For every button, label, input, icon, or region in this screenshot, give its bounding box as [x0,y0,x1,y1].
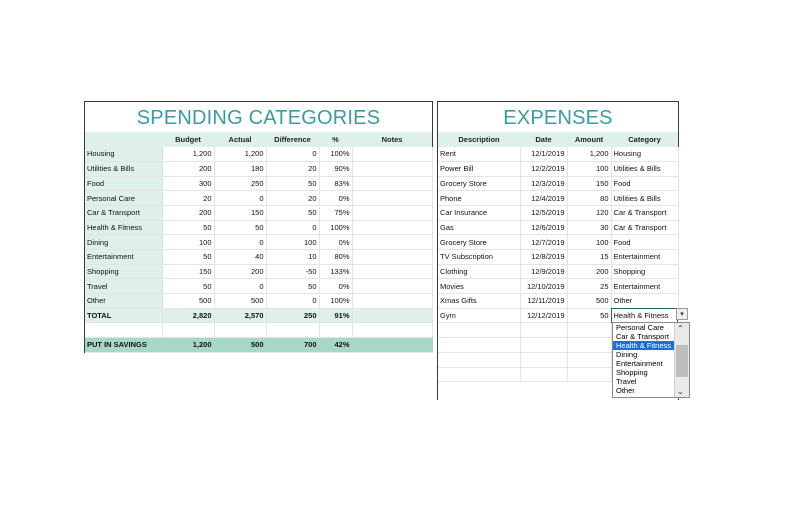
total-row [85,308,432,323]
spending-row [85,176,432,191]
expense-row [438,308,678,323]
actual-cell[interactable]: 200 [214,264,266,279]
percent-cell[interactable]: 100% [319,220,352,235]
spending-row [85,250,432,265]
chevron-up-icon[interactable]: ⌃ [677,324,684,333]
date-cell[interactable]: 12/4/2019 [520,191,567,206]
header-actual[interactable]: Actual [214,132,266,147]
spending-row [85,161,432,176]
actual-cell[interactable]: 0 [214,279,266,294]
description-cell[interactable]: Car Insurance [438,205,520,220]
description-cell[interactable]: Grocery Store [438,176,520,191]
total-actual-cell[interactable]: 2,570 [214,308,266,323]
difference-cell[interactable]: 0 [266,147,319,162]
expense-row [438,220,678,235]
empty-cell[interactable] [567,367,611,382]
notes-cell[interactable] [352,161,432,176]
notes-cell[interactable] [352,294,432,309]
category-cell[interactable]: Housing [611,147,678,162]
difference-cell[interactable]: -50 [266,264,319,279]
total-budget-cell[interactable]: 2,820 [162,308,214,323]
spending-categories-panel [84,101,433,353]
percent-cell[interactable]: 133% [319,264,352,279]
budget-cell[interactable]: 200 [162,161,214,176]
empty-cell[interactable] [438,367,520,382]
date-cell[interactable]: 12/10/2019 [520,279,567,294]
blank-row [85,323,432,338]
amount-cell[interactable]: 150 [567,176,611,191]
total-notes-cell[interactable] [352,308,432,323]
percent-cell[interactable]: 0% [319,279,352,294]
spending-title: SPENDING CATEGORIES [136,107,381,129]
expense-row [438,176,678,191]
spending-row [85,147,432,162]
category-cell[interactable]: Personal Care [85,191,162,206]
category-cell[interactable]: Health & Fitness [85,220,162,235]
amount-cell[interactable]: 80 [567,191,611,206]
difference-cell[interactable]: 10 [266,250,319,265]
expenses-title: EXPENSES [503,107,613,129]
empty-cell[interactable] [214,323,266,338]
date-cell[interactable]: 12/9/2019 [520,264,567,279]
empty-cell[interactable] [438,352,520,367]
percent-cell[interactable]: 90% [319,161,352,176]
notes-cell[interactable] [352,191,432,206]
budget-cell[interactable]: 100 [162,235,214,250]
spending-row [85,191,432,206]
category-cell[interactable]: Travel [85,279,162,294]
description-cell[interactable]: Phone [438,191,520,206]
empty-cell[interactable] [567,338,611,353]
empty-cell[interactable] [319,323,352,338]
amount-cell[interactable]: 1,200 [567,147,611,162]
percent-cell[interactable]: 0% [319,235,352,250]
category-cell[interactable]: Other [85,294,162,309]
description-cell[interactable]: TV Subscription [438,250,520,265]
difference-cell[interactable]: 100 [266,235,319,250]
dropdown-toggle-button[interactable] [676,308,688,320]
date-cell[interactable]: 12/7/2019 [520,235,567,250]
difference-cell[interactable]: 20 [266,191,319,206]
dropdown-option[interactable]: Personal Care [616,323,664,332]
notes-cell[interactable] [352,235,432,250]
category-cell[interactable]: Shopping [611,264,678,279]
expense-row [438,205,678,220]
spending-row [85,279,432,294]
header-percent[interactable]: % [319,132,352,147]
dropdown-option[interactable]: Dining [616,350,638,359]
spending-row [85,235,432,250]
notes-cell[interactable] [352,250,432,265]
percent-cell[interactable]: 100% [319,147,352,162]
empty-cell[interactable] [520,367,567,382]
scrollbar-thumb[interactable] [676,345,688,377]
chevron-down-icon: ▾ [680,311,684,318]
description-cell[interactable]: Grocery Store [438,235,520,250]
empty-cell[interactable] [438,323,520,338]
percent-cell[interactable]: 75% [319,205,352,220]
expense-row [438,264,678,279]
expenses-header-row [438,132,678,147]
actual-cell[interactable]: 50 [214,220,266,235]
dropdown-option[interactable]: Entertainment [616,359,663,368]
savings-row [85,338,432,353]
budget-cell[interactable]: 150 [162,264,214,279]
expense-row [438,191,678,206]
header-amount[interactable]: Amount [567,132,611,147]
category-cell[interactable]: Entertainment [611,250,678,265]
total-category-cell[interactable]: TOTAL [85,308,162,323]
date-cell[interactable]: 12/8/2019 [520,250,567,265]
savings-actual-cell[interactable]: 500 [214,338,266,353]
dropdown-option[interactable]: Travel [616,377,637,386]
empty-cell[interactable] [266,323,319,338]
amount-cell[interactable]: 30 [567,220,611,235]
date-cell[interactable]: 12/5/2019 [520,205,567,220]
difference-cell[interactable]: 0 [266,220,319,235]
description-cell[interactable]: Clothing [438,264,520,279]
savings-difference-cell[interactable]: 700 [266,338,319,353]
amount-cell[interactable]: 100 [567,235,611,250]
expense-row [438,161,678,176]
spending-row [85,294,432,309]
header-description[interactable]: Description [438,132,520,147]
header-notes[interactable]: Notes [352,132,432,147]
savings-category-cell[interactable]: PUT IN SAVINGS [85,338,162,353]
percent-cell[interactable]: 100% [319,294,352,309]
header-category[interactable] [85,132,162,147]
savings-notes-cell[interactable] [352,338,432,353]
dropdown-option[interactable]: Health & Fitness [613,341,674,350]
notes-cell[interactable] [352,205,432,220]
actual-cell[interactable]: 500 [214,294,266,309]
description-cell[interactable]: Movies [438,279,520,294]
category-cell[interactable]: Car & Transport [611,220,678,235]
notes-cell[interactable] [352,147,432,162]
notes-cell[interactable] [352,264,432,279]
category-cell[interactable]: Entertainment [611,279,678,294]
date-cell[interactable]: 12/3/2019 [520,176,567,191]
category-cell[interactable]: Utilities & Bills [611,191,678,206]
total-percent-cell[interactable]: 91% [319,308,352,323]
savings-budget-cell[interactable]: 1,200 [162,338,214,353]
spending-table [85,132,433,353]
actual-cell[interactable]: 180 [214,161,266,176]
chevron-down-icon[interactable]: ⌄ [677,387,684,396]
amount-cell[interactable]: 500 [567,294,611,309]
actual-cell[interactable]: 0 [214,191,266,206]
budget-cell[interactable]: 50 [162,250,214,265]
header-category[interactable]: Category [611,132,678,147]
budget-cell[interactable]: 50 [162,220,214,235]
actual-cell[interactable]: 1,200 [214,147,266,162]
amount-cell[interactable]: 100 [567,161,611,176]
description-cell[interactable]: Gas [438,220,520,235]
budget-cell[interactable]: 300 [162,176,214,191]
dropdown-option[interactable]: Other [616,386,635,395]
budget-cell[interactable]: 20 [162,191,214,206]
date-cell[interactable]: 12/2/2019 [520,161,567,176]
empty-cell[interactable] [567,323,611,338]
actual-cell[interactable]: 40 [214,250,266,265]
expense-row [438,235,678,250]
date-cell[interactable]: 12/1/2019 [520,147,567,162]
amount-cell[interactable]: 25 [567,279,611,294]
empty-cell[interactable] [352,323,432,338]
category-cell[interactable]: Health & Fitness [611,308,678,323]
percent-cell[interactable]: 80% [319,250,352,265]
category-cell[interactable]: Food [611,176,678,191]
actual-cell[interactable]: 250 [214,176,266,191]
difference-cell[interactable]: 50 [266,176,319,191]
description-cell[interactable]: Rent [438,147,520,162]
empty-cell[interactable] [520,323,567,338]
empty-cell[interactable] [85,323,162,338]
description-cell[interactable]: Xmas Gifts [438,294,520,309]
savings-percent-cell[interactable]: 42% [319,338,352,353]
empty-cell[interactable] [520,352,567,367]
difference-cell[interactable]: 50 [266,279,319,294]
header-budget[interactable]: Budget [162,132,214,147]
spending-row [85,220,432,235]
spending-header-row [85,132,432,147]
difference-cell[interactable]: 20 [266,161,319,176]
category-cell[interactable]: Shopping [85,264,162,279]
description-cell[interactable]: Power Bill [438,161,520,176]
difference-cell[interactable]: 0 [266,294,319,309]
spending-row [85,264,432,279]
notes-cell[interactable] [352,176,432,191]
budget-cell[interactable]: 500 [162,294,214,309]
category-cell[interactable]: Entertainment [85,250,162,265]
category-cell[interactable]: Dining [85,235,162,250]
amount-cell[interactable]: 50 [567,308,611,323]
date-cell[interactable]: 12/12/2019 [520,308,567,323]
amount-cell[interactable]: 200 [567,264,611,279]
amount-cell[interactable]: 120 [567,205,611,220]
category-cell[interactable]: Car & Transport [85,205,162,220]
expense-row [438,294,678,309]
difference-cell[interactable]: 50 [266,205,319,220]
date-cell[interactable]: 12/11/2019 [520,294,567,309]
dropdown-scrollbar[interactable] [674,323,689,397]
category-cell[interactable]: Car & Transport [611,205,678,220]
expense-row [438,250,678,265]
empty-cell[interactable] [438,338,520,353]
percent-cell[interactable]: 0% [319,191,352,206]
category-cell[interactable]: Utilities & Bills [85,161,162,176]
dropdown-option[interactable]: Car & Transport [616,332,669,341]
dropdown-option[interactable]: Shopping [616,368,648,377]
category-cell[interactable]: Utilities & Bills [611,161,678,176]
category-cell[interactable]: Housing [85,147,162,162]
header-difference[interactable]: Difference [266,132,319,147]
empty-cell[interactable] [162,323,214,338]
budget-cell[interactable]: 200 [162,205,214,220]
date-cell[interactable]: 12/6/2019 [520,220,567,235]
actual-cell[interactable]: 0 [214,235,266,250]
spending-row [85,205,432,220]
empty-cell[interactable] [567,352,611,367]
budget-cell[interactable]: 1,200 [162,147,214,162]
total-difference-cell[interactable]: 250 [266,308,319,323]
notes-cell[interactable] [352,220,432,235]
category-cell[interactable]: Food [85,176,162,191]
category-dropdown-list[interactable] [612,322,690,398]
category-cell[interactable]: Other [611,294,678,309]
category-cell[interactable]: Food [611,235,678,250]
amount-cell[interactable]: 15 [567,250,611,265]
percent-cell[interactable]: 83% [319,176,352,191]
expense-row [438,279,678,294]
notes-cell[interactable] [352,279,432,294]
actual-cell[interactable]: 150 [214,205,266,220]
budget-cell[interactable]: 50 [162,279,214,294]
description-cell[interactable]: Gym [438,308,520,323]
expense-row [438,147,678,162]
header-date[interactable]: Date [520,132,567,147]
empty-cell[interactable] [520,338,567,353]
